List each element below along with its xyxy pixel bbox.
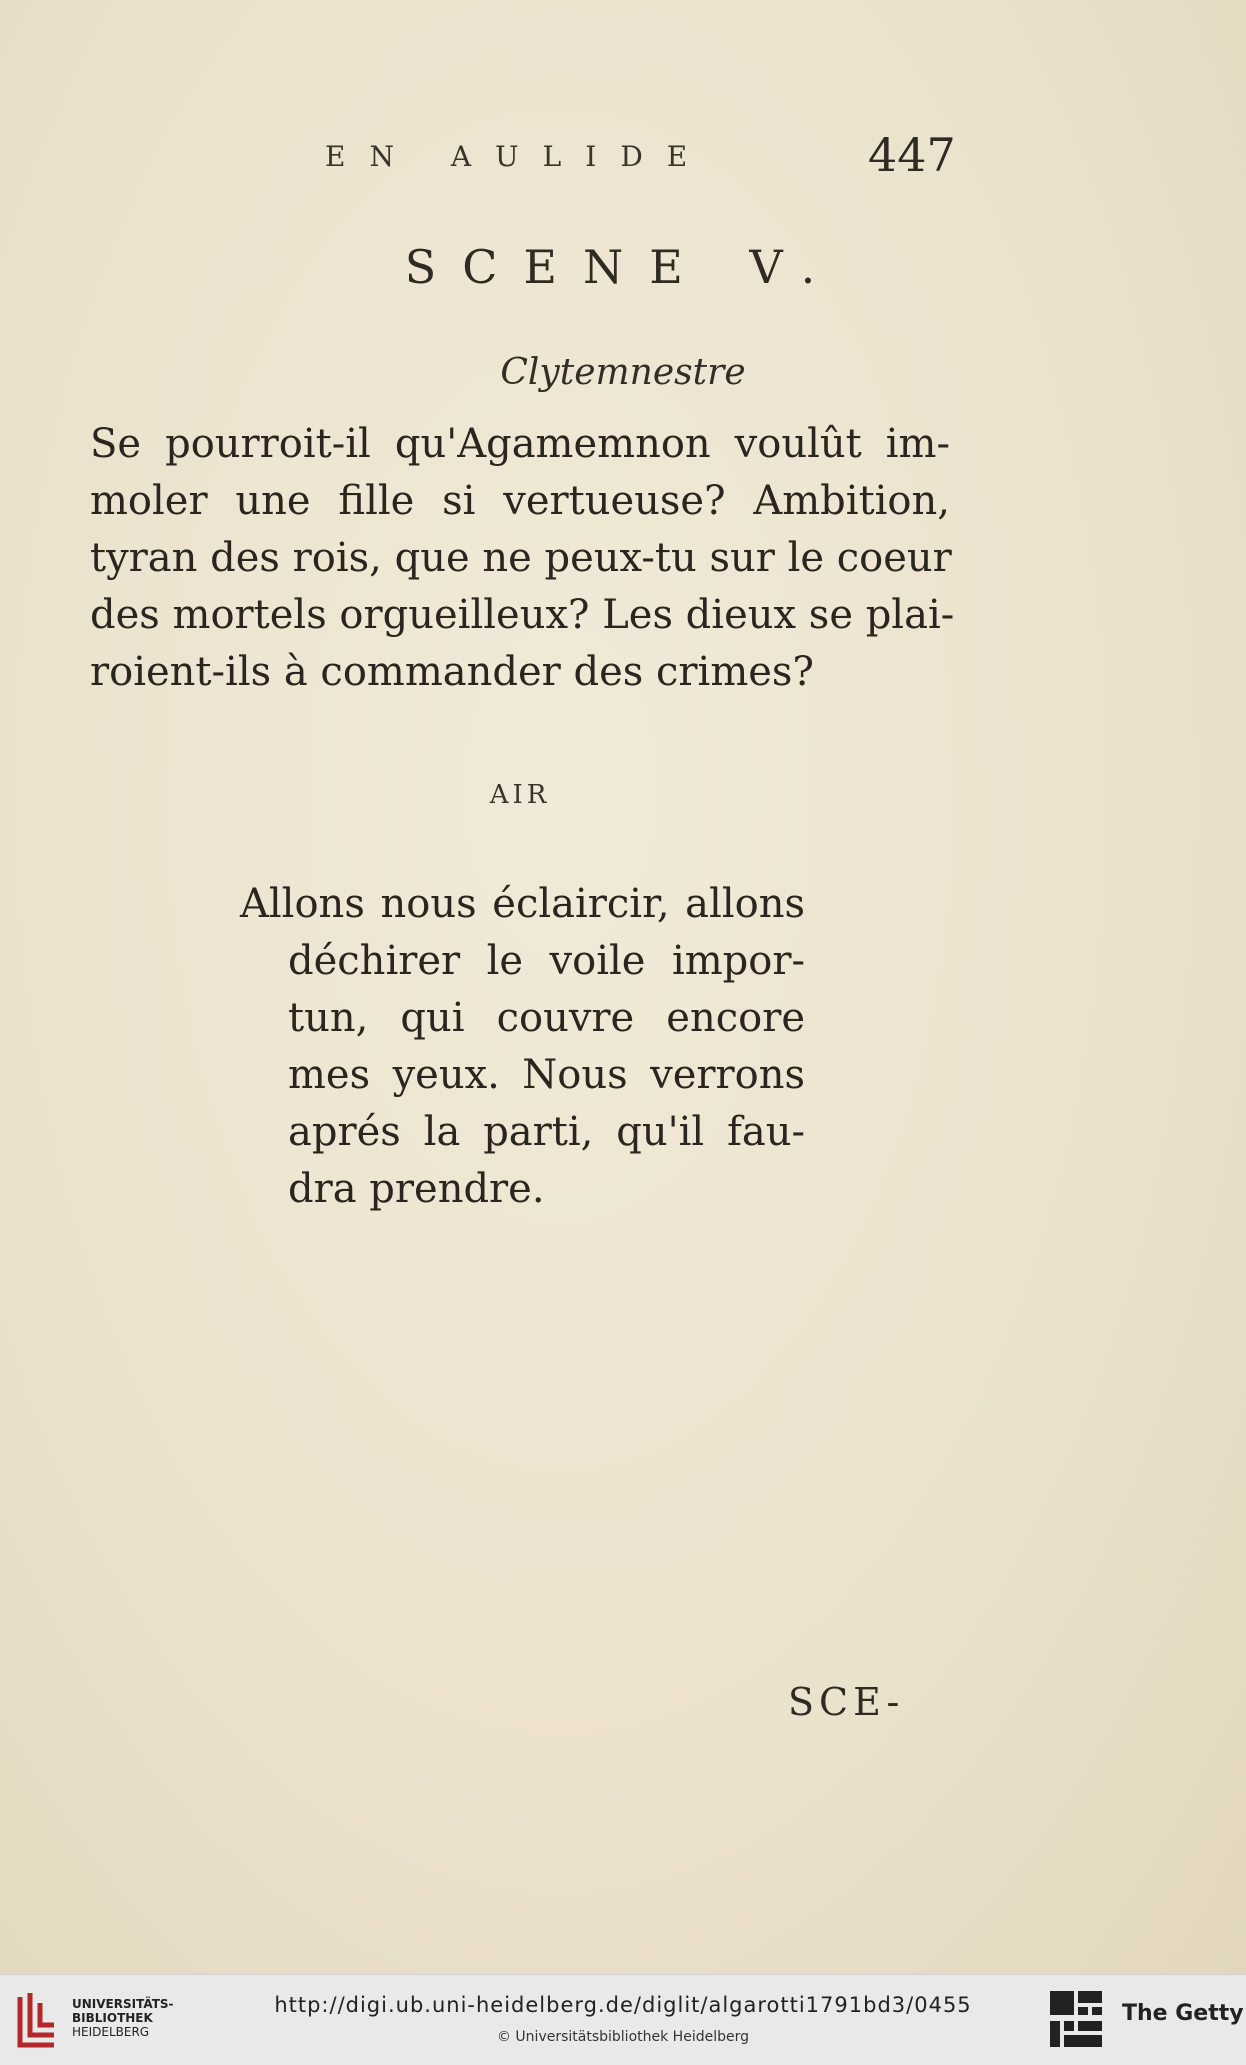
verse-block bbox=[240, 876, 805, 1218]
permalink-url[interactable]: http://digi.ub.uni-heidelberg.de/diglit/algarotti1791bd3/0455 bbox=[274, 1993, 972, 2017]
getty-logo-icon[interactable] bbox=[1048, 1989, 1104, 2049]
university-name-line: HEIDELBERG bbox=[72, 2025, 150, 2039]
copyright-notice: © Universitätsbibliothek Heidelberg bbox=[496, 2029, 749, 2045]
university-name-line: UNIVERSITÄTS- bbox=[72, 1997, 174, 2011]
scene-title: SCENE V. bbox=[404, 240, 842, 294]
prose-paragraph bbox=[90, 416, 955, 701]
catchword: SCE- bbox=[788, 1680, 905, 1724]
running-head: EN AULIDE bbox=[325, 140, 712, 173]
university-name-line: BIBLIOTHEK bbox=[72, 2011, 153, 2025]
page-number: 447 bbox=[868, 128, 956, 182]
verse-line: tun, qui couvre encore bbox=[288, 995, 805, 1041]
prose-line: Se pourroit-il qu'Agamemnon voulût im- bbox=[90, 421, 950, 467]
prose-line: des mortels orgueilleux? Les dieux se plai- bbox=[90, 592, 955, 638]
prose-line: roient-ils à commander des crimes? bbox=[90, 649, 814, 695]
verse-line: aprés la parti, qu'il fau- bbox=[288, 1109, 805, 1155]
air-label: AIR bbox=[489, 780, 551, 810]
verse-line: dra prendre. bbox=[288, 1166, 545, 1212]
getty-name: The Getty bbox=[1122, 2001, 1244, 2026]
prose-line: tyran des rois, que ne peux-tu sur le coeur bbox=[90, 535, 952, 581]
speaker-name: Clytemnestre bbox=[500, 352, 746, 393]
verse-line: mes yeux. Nous verrons bbox=[288, 1052, 805, 1098]
verse-line: Allons nous éclaircir, allons bbox=[240, 881, 805, 927]
verse-line: déchirer le voile impor- bbox=[288, 938, 805, 984]
footer-bar bbox=[0, 1974, 1246, 2065]
prose-line: moler une fille si vertueuse? Ambition, bbox=[90, 478, 950, 524]
